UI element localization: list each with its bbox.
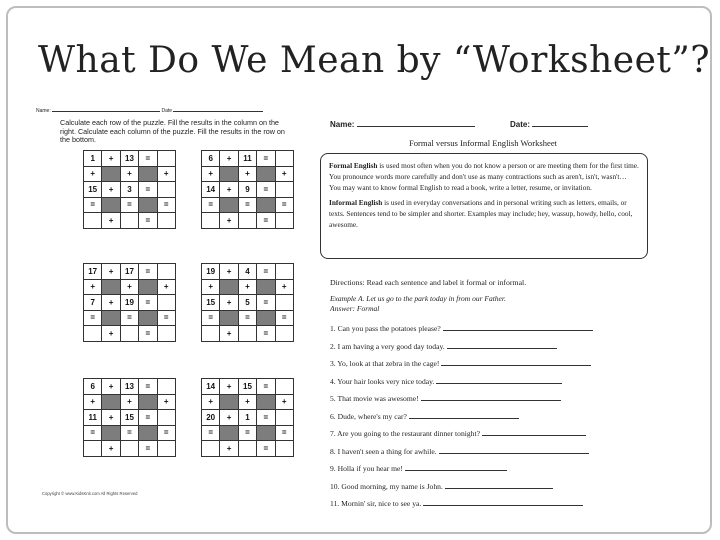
- puzzle-cell: 6: [84, 379, 102, 395]
- answer-blank: [423, 498, 583, 506]
- puzzle-cell: =: [157, 310, 175, 326]
- example-answer: Answer: Formal: [330, 304, 380, 313]
- puzzle-cell: +: [102, 326, 120, 342]
- blocked-cell: [220, 425, 238, 441]
- puzzle-cell: =: [257, 379, 275, 395]
- answer-cell: [84, 213, 102, 229]
- math-name-label: Name:: [36, 108, 51, 114]
- english-name-field: [330, 120, 475, 129]
- puzzle-cell: =: [139, 182, 157, 198]
- blocked-cell: [102, 197, 120, 213]
- blocked-cell: [257, 279, 275, 295]
- question-text: 8. I haven't seen a thing for awhile.: [330, 446, 437, 456]
- answer-cell: [157, 151, 175, 167]
- answer-blank: [405, 463, 507, 471]
- answer-cell: [202, 213, 220, 229]
- puzzle-cell: =: [139, 410, 157, 426]
- puzzle-cell: +: [220, 182, 238, 198]
- puzzle-cell: +: [102, 441, 120, 457]
- puzzle-cell: +: [84, 279, 102, 295]
- puzzle-cell: =: [257, 295, 275, 311]
- puzzle-cell: =: [257, 441, 275, 457]
- question-text: 11. Mornin' sir, nice to see ya.: [330, 499, 422, 508]
- question-text: 1. Can you pass the potatoes please?: [330, 324, 441, 333]
- blocked-cell: [102, 279, 120, 295]
- blocked-cell: [139, 166, 157, 182]
- formal-definition: [329, 161, 639, 193]
- blocked-cell: [102, 394, 120, 410]
- puzzle-cell: =: [139, 295, 157, 311]
- math-puzzle-5: [83, 378, 176, 457]
- question-item: [330, 323, 593, 333]
- math-date-label: Date: [161, 108, 173, 114]
- answer-cell: [157, 441, 175, 457]
- puzzle-cell: +: [102, 295, 120, 311]
- example-block: [330, 294, 506, 314]
- puzzle-cell: +: [238, 166, 256, 182]
- question-item: [330, 376, 562, 386]
- puzzle-cell: =: [120, 197, 138, 213]
- puzzle-cell: =: [238, 310, 256, 326]
- answer-cell: [84, 326, 102, 342]
- puzzle-cell: +: [202, 279, 220, 295]
- puzzle-cell: +: [102, 182, 120, 198]
- question-text: 3. Yo, look at that zebra in the cage!: [330, 359, 440, 368]
- answer-cell: [120, 213, 138, 229]
- puzzle-cell: =: [157, 425, 175, 441]
- puzzle-cell: =: [139, 326, 157, 342]
- blocked-cell: [257, 394, 275, 410]
- formal-term: Formal English: [329, 161, 378, 170]
- puzzle-cell: +: [120, 166, 138, 182]
- blocked-cell: [257, 166, 275, 182]
- puzzle-cell: +: [102, 379, 120, 395]
- puzzle-cell: =: [257, 213, 275, 229]
- answer-cell: [238, 326, 256, 342]
- math-copyright: Copyright © www.KidsKnit.com All Rights Reserved: [42, 491, 138, 496]
- answer-cell: [275, 410, 293, 426]
- blocked-cell: [220, 394, 238, 410]
- answer-cell: [238, 441, 256, 457]
- question-text: 4. Your hair looks very nice today.: [330, 376, 435, 386]
- puzzle-cell: 11: [238, 151, 256, 167]
- example-line: Example A. Let us go to the park today in from our Father.: [330, 294, 506, 303]
- question-item: [330, 428, 586, 438]
- blocked-cell: [220, 279, 238, 295]
- puzzle-cell: =: [275, 310, 293, 326]
- english-date-field: [510, 120, 588, 129]
- answer-cell: [157, 379, 175, 395]
- answer-cell: [275, 295, 293, 311]
- answer-cell: [157, 326, 175, 342]
- puzzle-cell: +: [202, 166, 220, 182]
- definition-box: [320, 153, 648, 259]
- puzzle-cell: 19: [120, 295, 138, 311]
- answer-blank: [436, 376, 562, 384]
- puzzle-cell: 14: [202, 379, 220, 395]
- puzzle-cell: +: [102, 213, 120, 229]
- question-text: 10. Good morning, my name is John.: [330, 481, 443, 491]
- answer-blank: [441, 358, 591, 366]
- answer-cell: [275, 441, 293, 457]
- puzzle-cell: +: [202, 394, 220, 410]
- puzzle-cell: =: [202, 425, 220, 441]
- puzzle-cell: =: [275, 425, 293, 441]
- puzzle-cell: 17: [120, 264, 138, 280]
- puzzle-cell: =: [84, 197, 102, 213]
- answer-blank: [439, 446, 589, 454]
- puzzle-cell: +: [120, 279, 138, 295]
- puzzle-cell: 15: [84, 182, 102, 198]
- answer-blank: [421, 393, 561, 401]
- answer-cell: [275, 151, 293, 167]
- blocked-cell: [139, 425, 157, 441]
- puzzle-cell: =: [257, 410, 275, 426]
- puzzle-cell: =: [139, 379, 157, 395]
- puzzle-cell: 1: [238, 410, 256, 426]
- puzzle-cell: 13: [120, 379, 138, 395]
- puzzle-cell: =: [238, 197, 256, 213]
- informal-term: Informal English: [329, 198, 383, 208]
- informal-definition: [329, 198, 639, 230]
- answer-cell: [120, 326, 138, 342]
- puzzle-cell: +: [157, 166, 175, 182]
- puzzle-cell: =: [139, 264, 157, 280]
- answer-cell: [275, 264, 293, 280]
- puzzle-cell: +: [220, 151, 238, 167]
- formal-text: is used most often when you do not know a person or are meeting them for the first time. You pronounce words more carefully and don't use as many contractions such as aren't, isn't, wasn't… You may want to know formal English to read a book, write a letter, resume, or invitation.: [329, 161, 639, 192]
- puzzle-cell: +: [220, 295, 238, 311]
- math-puzzle-2: [201, 150, 294, 229]
- slide-title: What Do We Mean by “Worksheet”?: [38, 40, 711, 81]
- puzzle-cell: +: [84, 394, 102, 410]
- puzzle-cell: =: [120, 310, 138, 326]
- answer-cell: [157, 295, 175, 311]
- puzzle-cell: +: [102, 264, 120, 280]
- puzzle-cell: 14: [202, 182, 220, 198]
- puzzle-cell: 4: [238, 264, 256, 280]
- puzzle-cell: 15: [120, 410, 138, 426]
- answer-cell: [202, 441, 220, 457]
- puzzle-cell: =: [238, 425, 256, 441]
- informal-text: is used in everyday conversations and in personal writing such as letters, emails, or texts. Sentences tend to be simpler and shorter. Examples may include; hey, wassup, howdy, hello, cool, awesome.: [329, 198, 633, 229]
- answer-blank: [409, 411, 519, 419]
- question-item: [330, 341, 557, 351]
- answer-cell: [157, 213, 175, 229]
- puzzle-cell: +: [84, 166, 102, 182]
- english-subtitle: Formal versus Informal English Worksheet: [408, 138, 558, 148]
- blocked-cell: [257, 197, 275, 213]
- puzzle-cell: =: [257, 264, 275, 280]
- question-text: 2. I am having a very good day today.: [330, 341, 445, 351]
- blocked-cell: [139, 279, 157, 295]
- blocked-cell: [139, 394, 157, 410]
- puzzle-cell: 7: [84, 295, 102, 311]
- question-item: [330, 498, 583, 508]
- question-item: [330, 411, 519, 421]
- puzzle-cell: 15: [202, 295, 220, 311]
- answer-cell: [84, 441, 102, 457]
- answer-cell: [157, 264, 175, 280]
- puzzle-cell: +: [238, 279, 256, 295]
- english-name-label: Name:: [330, 120, 355, 129]
- puzzle-cell: +: [220, 379, 238, 395]
- puzzle-cell: 3: [120, 182, 138, 198]
- question-text: 5. That movie was awesome!: [330, 394, 419, 403]
- puzzle-cell: +: [120, 394, 138, 410]
- puzzle-cell: 1: [84, 151, 102, 167]
- answer-cell: [275, 182, 293, 198]
- puzzle-cell: =: [84, 425, 102, 441]
- answer-cell: [202, 326, 220, 342]
- math-puzzle-1: [83, 150, 176, 229]
- answer-cell: [157, 410, 175, 426]
- puzzle-cell: +: [238, 394, 256, 410]
- puzzle-cell: 9: [238, 182, 256, 198]
- math-name-row: [36, 108, 263, 114]
- puzzle-cell: +: [157, 394, 175, 410]
- puzzle-cell: =: [139, 441, 157, 457]
- english-date-label: Date:: [510, 120, 531, 129]
- question-item: [330, 393, 561, 403]
- puzzle-cell: 20: [202, 410, 220, 426]
- question-text: 6. Dude, where's my car?: [330, 411, 407, 421]
- puzzle-cell: =: [202, 197, 220, 213]
- math-puzzle-3: [83, 263, 176, 342]
- blocked-cell: [102, 425, 120, 441]
- puzzle-cell: +: [220, 326, 238, 342]
- puzzle-cell: =: [139, 151, 157, 167]
- puzzle-cell: 17: [84, 264, 102, 280]
- blocked-cell: [220, 166, 238, 182]
- puzzle-cell: 15: [238, 379, 256, 395]
- question-text: 9. Holla if you hear me!: [330, 464, 403, 473]
- puzzle-cell: 11: [84, 410, 102, 426]
- puzzle-cell: =: [84, 310, 102, 326]
- directions-text: Directions: Read each sentence and label it formal or informal.: [330, 278, 527, 287]
- puzzle-cell: +: [220, 410, 238, 426]
- puzzle-cell: =: [257, 326, 275, 342]
- answer-cell: [157, 182, 175, 198]
- puzzle-cell: =: [275, 197, 293, 213]
- puzzle-cell: +: [102, 410, 120, 426]
- puzzle-cell: +: [220, 213, 238, 229]
- answer-cell: [275, 379, 293, 395]
- answer-blank: [445, 481, 553, 489]
- answer-cell: [120, 441, 138, 457]
- puzzle-cell: =: [139, 213, 157, 229]
- math-puzzle-6: [201, 378, 294, 457]
- question-item: [330, 463, 507, 473]
- math-puzzle-4: [201, 263, 294, 342]
- blocked-cell: [220, 310, 238, 326]
- question-item: [330, 358, 591, 368]
- blocked-cell: [139, 310, 157, 326]
- blocked-cell: [139, 197, 157, 213]
- blocked-cell: [257, 425, 275, 441]
- puzzle-cell: =: [120, 425, 138, 441]
- answer-cell: [275, 213, 293, 229]
- puzzle-cell: +: [275, 394, 293, 410]
- puzzle-cell: +: [275, 279, 293, 295]
- puzzle-cell: +: [157, 279, 175, 295]
- blocked-cell: [220, 197, 238, 213]
- blocked-cell: [257, 310, 275, 326]
- question-item: [330, 446, 589, 456]
- question-item: [330, 481, 553, 491]
- answer-blank: [482, 428, 586, 436]
- puzzle-cell: =: [157, 197, 175, 213]
- answer-blank: [447, 341, 557, 349]
- puzzle-cell: +: [220, 264, 238, 280]
- math-worksheet: [36, 108, 304, 500]
- answer-blank: [443, 323, 593, 331]
- puzzle-cell: =: [257, 182, 275, 198]
- blocked-cell: [102, 166, 120, 182]
- puzzle-cell: 13: [120, 151, 138, 167]
- puzzle-cell: =: [202, 310, 220, 326]
- puzzle-cell: 6: [202, 151, 220, 167]
- blocked-cell: [102, 310, 120, 326]
- answer-cell: [275, 326, 293, 342]
- answer-cell: [238, 213, 256, 229]
- puzzle-cell: +: [220, 441, 238, 457]
- puzzle-cell: 19: [202, 264, 220, 280]
- math-instructions: Calculate each row of the puzzle. Fill the results in the column on the right. Calculate each column of the puzzle. Fill the results in the row on the bottom.: [60, 118, 285, 145]
- puzzle-cell: 5: [238, 295, 256, 311]
- question-text: 7. Are you going to the restaurant dinner tonight?: [330, 429, 480, 438]
- english-worksheet: [328, 112, 658, 517]
- puzzle-cell: +: [275, 166, 293, 182]
- puzzle-cell: =: [257, 151, 275, 167]
- puzzle-cell: +: [102, 151, 120, 167]
